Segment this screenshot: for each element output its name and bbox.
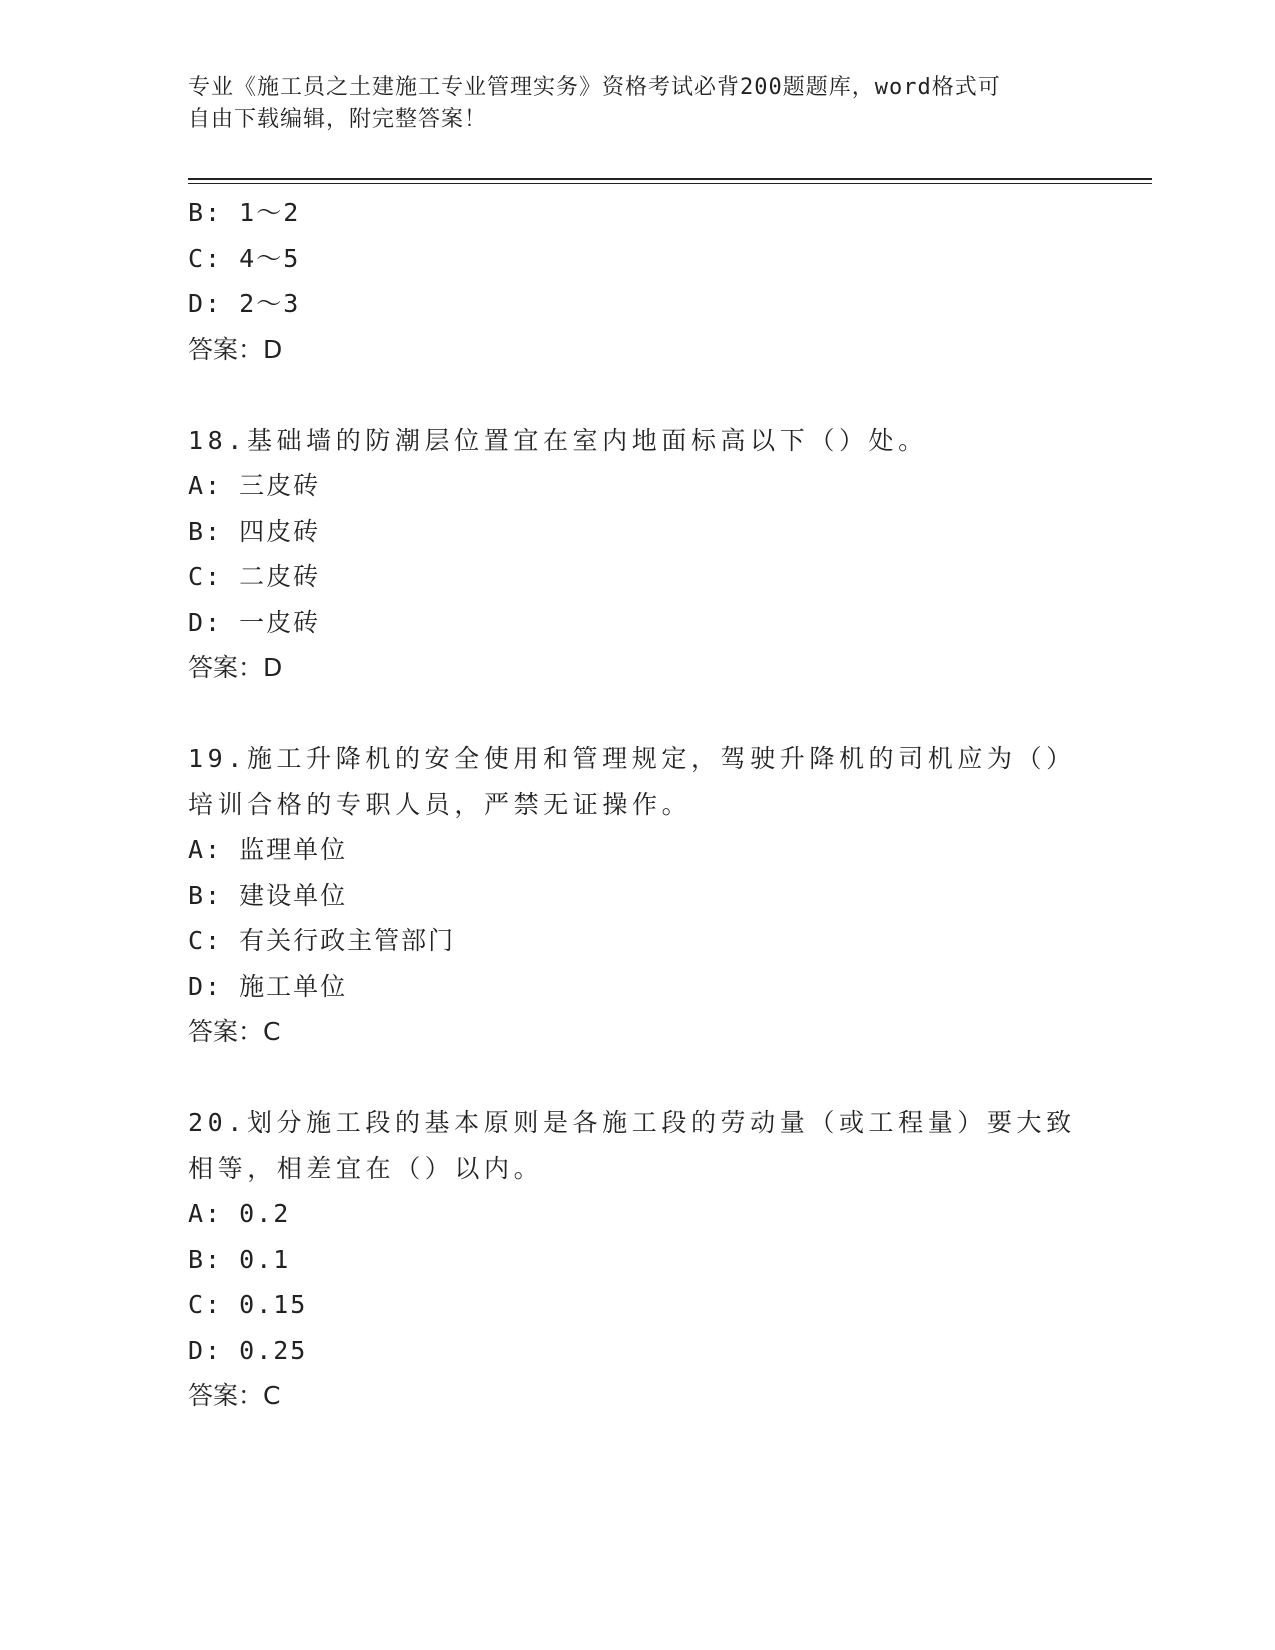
answer-line: 答案：D	[188, 334, 283, 364]
header-line-1: 专业《施工员之土建施工专业管理实务》资格考试必背200题题库，word格式可	[188, 75, 1001, 100]
option-b: B: 四皮砖	[188, 516, 321, 546]
spacer	[188, 372, 1088, 418]
prev-question-block	[188, 190, 1088, 372]
option-c: C: 0.15	[188, 1290, 308, 1319]
option-d: D: 一皮砖	[188, 607, 321, 637]
question-stem: 20.划分施工段的基本原则是各施工段的劳动量（或工程量）要大致相等，相差宜在（）以内。	[188, 1108, 1076, 1183]
question-19	[188, 736, 1088, 1055]
question-stem: 19.施工升降机的安全使用和管理规定，驾驶升降机的司机应为（）培训合格的专职人员，严禁无证操作。	[188, 744, 1076, 819]
option-d: D: 2～3	[188, 289, 301, 318]
question-list	[188, 190, 1088, 1419]
answer-line: 答案：C	[188, 1017, 281, 1046]
question-stem: 18.基础墙的防潮层位置宜在室内地面标高以下（）处。	[188, 425, 928, 455]
option-b: B: 建设单位	[188, 880, 348, 910]
answer-line: 答案：C	[188, 1381, 281, 1410]
option-a: A: 0.2	[188, 1199, 291, 1228]
header-line-2: 自由下载编辑，附完整答案！	[188, 107, 488, 132]
option-c: C: 4～5	[188, 243, 301, 273]
header-rule-thick	[188, 178, 1152, 180]
header-rule-thin	[188, 183, 1152, 184]
option-c: C: 有关行政主管部门	[188, 926, 456, 955]
page-header	[188, 72, 1068, 136]
option-d: D: 0.25	[188, 1335, 308, 1365]
option-d: D: 施工单位	[188, 971, 348, 1001]
question-18	[188, 418, 1088, 691]
question-20	[188, 1100, 1088, 1419]
spacer	[188, 1055, 1088, 1101]
option-b: B: 1～2	[188, 198, 301, 227]
option-a: A: 三皮砖	[188, 471, 321, 500]
option-b: B: 0.1	[188, 1244, 291, 1274]
option-c: C: 二皮砖	[188, 562, 321, 591]
option-a: A: 监理单位	[188, 835, 348, 864]
spacer	[188, 691, 1088, 737]
answer-line: 答案：D	[188, 653, 283, 682]
